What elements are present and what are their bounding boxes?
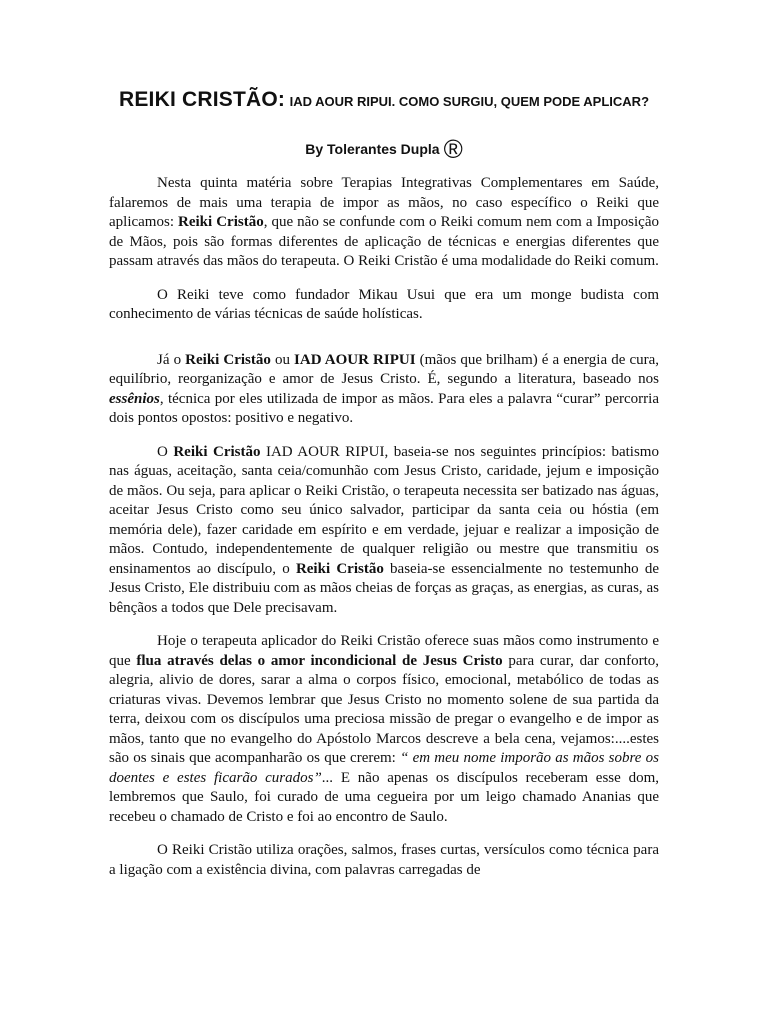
registered-mark-icon: ® [443,134,463,164]
term-iad-aour-ripui: IAD AOUR RIPUI [294,351,416,368]
term-reiki-cristao: Reiki Cristão [185,351,271,368]
term-essenios: essênios [109,390,160,407]
byline [0,134,768,165]
paragraph-2: O Reiki teve como fundador Mikau Usui que era um monge budista com conhecimento de várias técnicas de saúde holísticas. [109,286,659,322]
title-main: REIKI CRISTÃO: [118,88,286,111]
quote-marcos: “ em meu nome imporão as mãos sobre os doentes e estes ficarão curados” [109,750,659,786]
article-body [109,174,659,894]
term-reiki-cristao: Reiki Cristão [173,443,261,460]
title-subtitle: IAD AOUR RIPUI. COMO SURGIU, QUEM PODE APLICAR? [289,94,650,109]
byline-text: By Tolerantes Dupla [305,141,440,157]
term-reiki-cristao: Reiki Cristão [178,214,264,230]
paragraph-4: O Reiki Cristão IAD AOUR RIPUI, baseia-se nos seguintes princípios: batismo nas águas, aceitação, santa ceia/comunhão com Jesus Cristo, caridade, jejum e imposição de mãos. Ou seja, para aplicar o Reiki Cristão, o terapeuta necessita ser batizado nas águas, aceitar Jesus Cristo como seu único salvador, participar da santa ceia ou hóstia (em memória dele), fazer caridade em espírito e em verdade, jejuar e realizar a imposição de mãos. Contudo, independentemente de qualquer religião ou mestre que transmitiu os ensinamentos ao discípulo, o Reiki Cristão baseia-se essencialmente no testemunho de Jesus Cristo, Ele distribuiu com as mãos cheias de forças as graças, as energias, as curas, as bênçãos a todos que Dele precisavam. [109,443,659,616]
emphasis-amor-incondicional: flua através delas o amor incondicional de Jesus Cristo [136,652,503,669]
paragraph-5: Hoje o terapeuta aplicador do Reiki Cristão oferece suas mãos como instrumento e que flua através delas o amor incondicional de Jesus Cristo para curar, dar conforto, alegria, alivio de dores, sarar a alma o corpos físico, emocional, metabólico de todas as criaturas vivas. Devemos lembrar que Jesus Cristo no momento solene de sua partida da terra, deixou com os discípulos uma preciosa missão de pregar o evangelho e de impor as mãos, tanto que no evangelho do Apóstolo Marcos descreve a bela cena, vejamos:....estes são os sinais que acompanharão os que crerem: “ em meu nome imporão as mãos sobre os doentes e estes ficarão curados”... E não apenas os discípulos receberam esse dom, lembremos que Saulo, foi curado de uma cegueira por um leigo chamado Ananias que recebeu o chamado de Cristo e foi ao encontro de Saulo. [109,633,659,825]
term-reiki-cristao: Reiki Cristão [295,560,384,577]
document-title [0,88,768,112]
paragraph-6: O Reiki Cristão utiliza orações, salmos, frases curtas, versículos como técnica para a ligação com a existência divina, com palavras carregadas de [109,842,659,878]
paragraph-3: Já o Reiki Cristão ou IAD AOUR RIPUI (mãos que brilham) é a energia de cura, equilíbrio, reorganização e amor de Jesus Cristo. É, segundo a literatura, baseado nos essênios, técnica por eles utilizada de impor as mãos. Para eles a palavra “curar” percorria dois pontos opostos: positivo e negativo. [109,351,660,426]
paragraph-1: Nesta quinta matéria sobre Terapias Integrativas Complementares em Saúde, falaremos de mais uma terapia de impor as mãos, no caso específico o Reiki que aplicamos: Reiki Cristão, que não se confunde com o Reiki comum nem com a Imposição de Mãos, pois são formas diferentes de aplicação de técnicas e energias diferentes que passam através das mãos do terapeuta. O Reiki Cristão é uma modalidade do Reiki comum. [109,175,659,269]
